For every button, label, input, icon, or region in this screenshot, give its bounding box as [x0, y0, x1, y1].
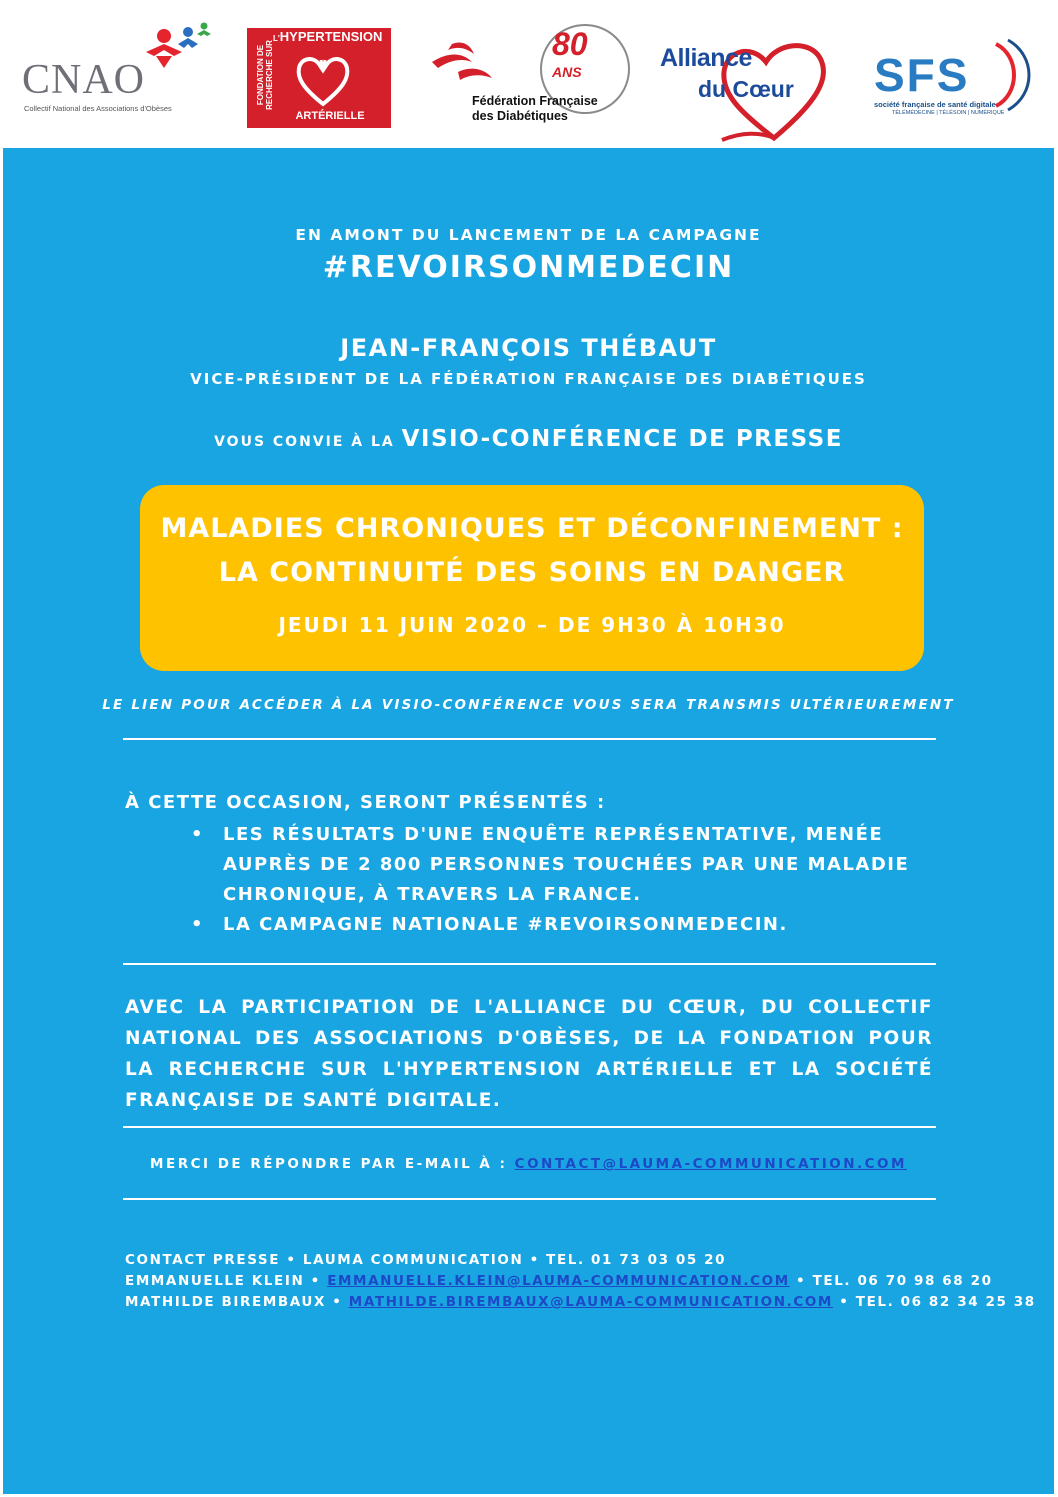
divider: [123, 1126, 936, 1128]
cnao-figures-icon: [134, 22, 214, 72]
divider: [123, 738, 936, 740]
frha-logo: [247, 28, 391, 128]
divider: [123, 1198, 936, 1200]
contact-email-link[interactable]: EMMANUELLE.KLEIN@LAUMA-COMMUNICATION.COM: [327, 1273, 790, 1289]
cnao-subtitle: Collectif National des Associations d'Obèses: [24, 104, 172, 113]
frha-top-text: L'HYPERTENSION: [273, 29, 383, 44]
campaign-hashtag: #REVOIRSONMEDECIN: [322, 250, 735, 285]
divider: [123, 963, 936, 965]
reply-email-link[interactable]: CONTACT@LAUMA-COMMUNICATION.COM: [514, 1156, 907, 1172]
host-name: JEAN-FRANÇOIS THÉBAUT: [340, 334, 717, 362]
alliance-word: Alliance: [660, 44, 752, 72]
partners-paragraph: AVEC LA PARTICIPATION DE L'ALLIANCE DU CŒUR, DU COLLECTIF NATIONAL DES ASSOCIATIONS D'OBÈSES, DE LA FONDATION POUR LA RECHERCHE SUR L'HYPERTENSION ARTÉRIELLE ET LA SOCIÉTÉ FRANÇAISE DE SANTÉ DIGITALE.: [125, 997, 933, 1111]
bird-icon: [428, 32, 508, 92]
ffd-name: Fédération Française des Diabétiques: [472, 94, 598, 123]
presented-list: [187, 820, 927, 940]
frha-side-text: FONDATION DE RECHERCHE SUR: [256, 40, 274, 110]
cnao-wordmark: CNAO: [22, 57, 146, 103]
invite-prefix: VOUS CONVIE À LA: [214, 434, 402, 450]
reply-prefix: MERCI DE RÉPONDRE PAR E-MAIL À :: [150, 1156, 515, 1172]
heart-icon: [293, 52, 353, 110]
invite-highlight: VISIO-CONFÉRENCE DE PRESSE: [401, 426, 843, 452]
presented-lead: À CETTE OCCASION, SERONT PRÉSENTÉS :: [125, 792, 606, 813]
link-note: LE LIEN POUR ACCÉDER À LA VISIO-CONFÉRENCE VOUS SERA TRANSMIS ULTÉRIEUREMENT: [102, 697, 955, 713]
event-title-line1: MALADIES CHRONIQUES ET DÉCONFINEMENT :: [160, 513, 904, 544]
alliance-du-coeur-logo: [658, 36, 838, 146]
signal-arcs-icon: [990, 38, 1040, 112]
reply-line: [3, 1156, 1054, 1172]
cnao-logo: [22, 22, 212, 122]
sfs-wordmark: SFS: [874, 49, 970, 101]
event-box: [140, 485, 924, 671]
press-contacts: [125, 1250, 1036, 1313]
host-role: VICE-PRÉSIDENT DE LA FÉDÉRATION FRANÇAISE DES DIABÉTIQUES: [190, 370, 867, 388]
partner-logos-header: [0, 0, 1058, 148]
contact-person-line: EMMANUELLE KLEIN • EMMANUELLE.KLEIN@LAUMA-COMMUNICATION.COM • TEL. 06 70 98 68 20: [125, 1273, 993, 1289]
ffd-ans-text: ANS: [552, 64, 582, 80]
ffd-logo: [428, 22, 638, 132]
sfs-logo: [872, 30, 1042, 120]
list-item: • LA CAMPAGNE NATIONALE #REVOIRSONMEDECIN.: [187, 910, 927, 940]
invite-line: [3, 426, 1054, 452]
list-item: • LES RÉSULTATS D'UNE ENQUÊTE REPRÉSENTATIVE, MENÉE AUPRÈS DE 2 800 PERSONNES TOUCHÉES PAR UNE MALADIE CHRONIQUE, À TRAVERS LA FRANCE.: [187, 820, 927, 910]
sfs-tagline: TÉLÉMÉDECINE | TÉLÉSOIN | NUMÉRIQUE: [892, 110, 1005, 116]
du-coeur-word: du Cœur: [698, 76, 794, 102]
intro-text: EN AMONT DU LANCEMENT DE LA CAMPAGNE: [295, 226, 762, 244]
event-title-line2: LA CONTINUITÉ DES SOINS EN DANGER: [218, 557, 846, 588]
event-date: JEUDI 11 JUIN 2020 – DE 9H30 À 10H30: [278, 613, 786, 637]
contact-person-line: MATHILDE BIREMBAUX • MATHILDE.BIREMBAUX@LAUMA-COMMUNICATION.COM • TEL. 06 82 34 25 38: [125, 1294, 1036, 1310]
sfs-subtitle: société française de santé digitale: [874, 100, 996, 109]
contact-email-link[interactable]: MATHILDE.BIREMBAUX@LAUMA-COMMUNICATION.COM: [348, 1294, 833, 1310]
frha-bottom-text: ARTÉRIELLE: [295, 110, 365, 122]
contact-agency-line: CONTACT PRESSE • LAUMA COMMUNICATION • TEL. 01 73 03 05 20: [125, 1252, 727, 1268]
invitation-panel: [3, 148, 1054, 1494]
ffd-80-number: 80: [552, 26, 588, 62]
